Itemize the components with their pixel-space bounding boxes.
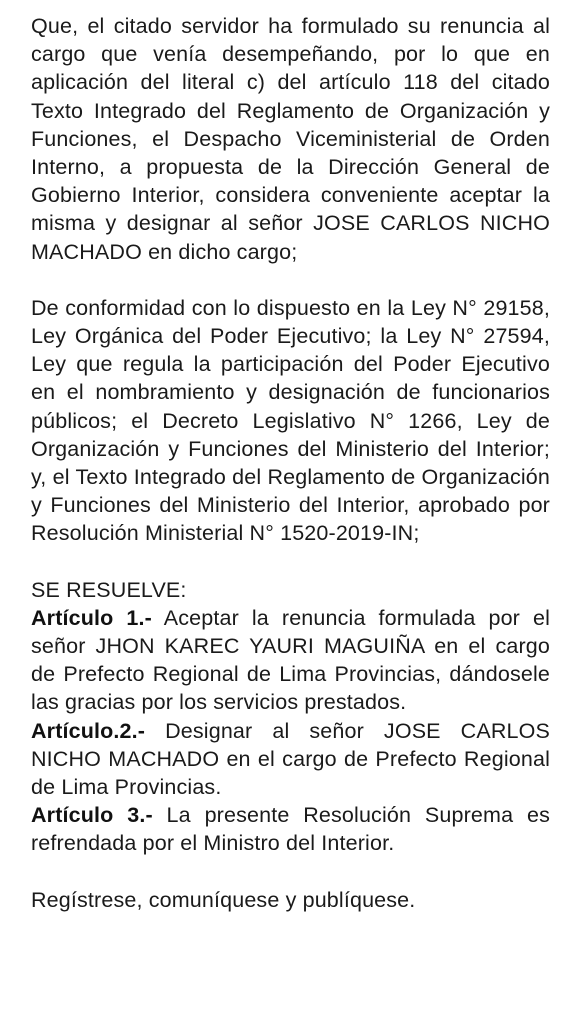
article-1-text: Aceptar la renuncia formulada por el señor JHON KAREC YAURI MAGUIÑA en el cargo de Prefecto Regional de Lima Provincias, dándosele las gracias por los servicios prestados.: [31, 605, 551, 715]
article-3-text: La presente Resolución Suprema es refrendada por el Ministro del Interior.: [31, 803, 550, 856]
article-1: [31, 604, 550, 717]
paragraph-considerando-renuncia: Que, el citado servidor ha formulado su renuncia al cargo que venía desempeñando, por lo que en aplicación del literal c) del artículo 118 del citado Texto Integrado del Reglamento de Organización y Funciones, el Despacho Viceministerial de Orden Interno, a propuesta de la Dirección General de Gobierno Interior, considera conveniente aceptar la misma y designar al señor JOSE CARLOS NICHO MACHADO en dicho cargo;: [31, 14, 550, 264]
closing-formula: Regístrese, comuníquese y publíquese.: [31, 887, 416, 912]
article-2-text: Designar al señor JOSE CARLOS NICHO MACHADO en el cargo de Prefecto Regional de Lima Provincias.: [31, 718, 550, 800]
article-3: [31, 801, 550, 857]
paragraph-spacer: [31, 266, 550, 294]
paragraph-spacer: [31, 858, 550, 886]
paragraph-spacer: [31, 548, 550, 576]
resolve-heading: SE RESUELVE:: [31, 577, 187, 602]
article-2: [31, 717, 550, 802]
article-3-label: Artículo 3.-: [31, 803, 153, 828]
article-2-label: Artículo.2.-: [31, 718, 146, 743]
document-body: [31, 12, 550, 914]
article-1-label: Artículo 1.-: [31, 605, 152, 630]
paragraph-legal-basis: De conformidad con lo dispuesto en la Ley N° 29158, Ley Orgánica del Poder Ejecutivo; la Ley N° 27594, Ley que regula la participación del Poder Ejecutivo en el nombramiento y designación de funcionarios públicos; el Decreto Legislativo N° 1266, Ley de Organización y Funciones del Ministerio del Interior; y, el Texto Integrado del Reglamento de Organización y Funciones del Ministerio del Interior, aprobado por Resolución Ministerial N° 1520-2019-IN;: [31, 295, 550, 546]
